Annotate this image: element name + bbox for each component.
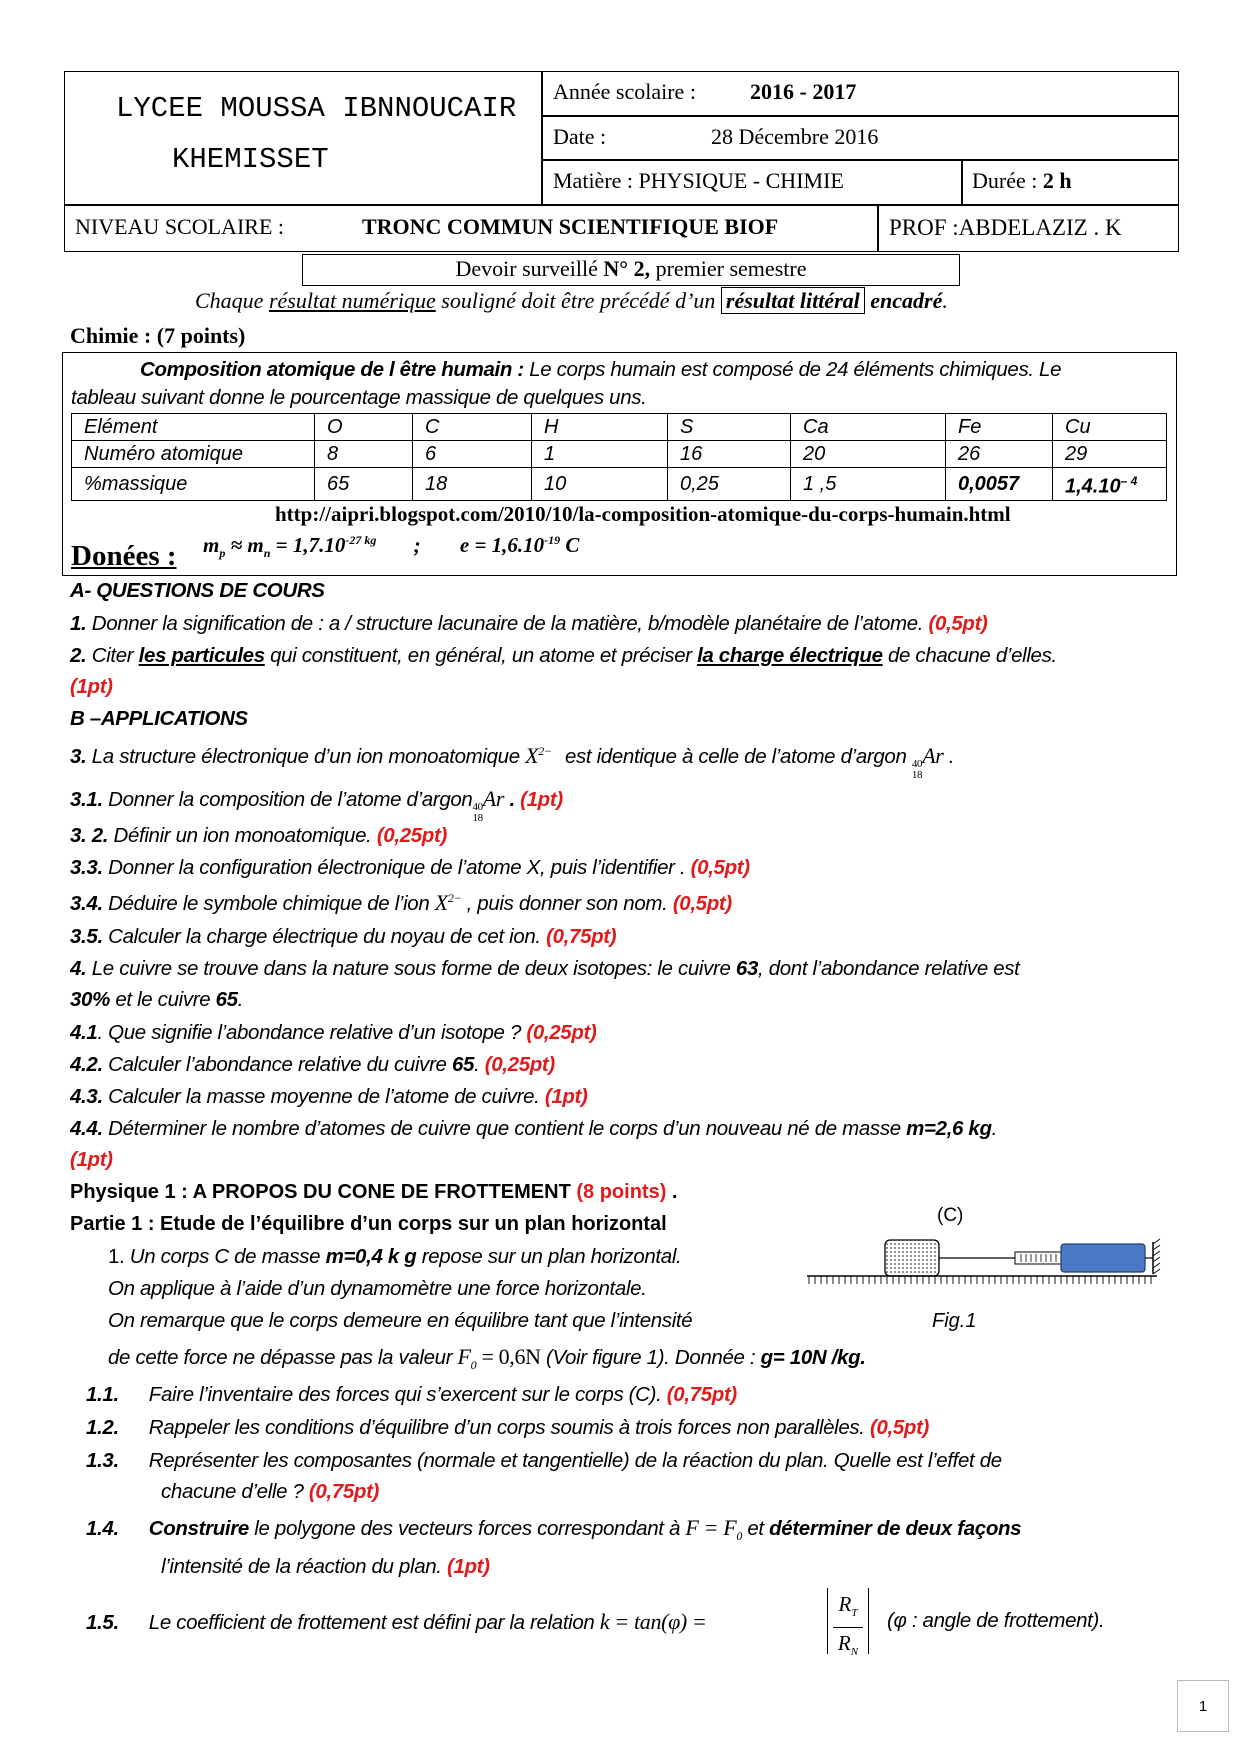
school-city: KHEMISSET: [172, 143, 329, 176]
devoir-number: N° 2,: [603, 256, 651, 281]
question-4-3: 4.3. Calculer la masse moyenne de l’atome de cuivre. (1pt): [70, 1085, 588, 1108]
section-a-title: A- QUESTIONS DE COURS: [70, 579, 325, 602]
question-4-1: 4.1. Que signifie l’abondance relative d’un isotope ? (0,25pt): [70, 1021, 597, 1044]
level-value: TRONC COMMUN SCIENTIFIQUE BIOF: [362, 214, 779, 239]
duration: [972, 168, 1072, 194]
wall-hatch: [1153, 1239, 1160, 1274]
prof-name: PROF :ABDELAZIZ . K: [889, 215, 1122, 240]
question-1-4-line2: l’intensité de la réaction du plan. (1pt): [161, 1555, 490, 1578]
table-row: Numéro atomique 8 6 1 16 20 26 29: [72, 441, 1167, 468]
date-label: Date :: [553, 124, 607, 149]
year-label: Année scolaire :: [553, 79, 696, 104]
question-4-4-points: (1pt): [70, 1148, 113, 1171]
question-3-1: 3.1. Donner la composition de l’atome d’argon 40 18 Ar . (1pt): [70, 786, 563, 824]
question-1-3-line2: chacune d’elle ? (0,75pt): [161, 1480, 380, 1503]
instruction-line: Chaque résultat numérique souligné doit être précédé d’un résultat littéral encadré.: [195, 288, 948, 313]
figure-1-dynamometer: [805, 1230, 1165, 1292]
level-label: NIVEAU SCOLAIRE :: [75, 214, 284, 239]
physics-title: Physique 1 : A PROPOS DU CONE DE FROTTEMENT (8 points) .: [70, 1181, 678, 1203]
physics-p1-line4: de cette force ne dépasse pas la valeur $F_0 = 0,6N$ (Voir figure 1). Donnée : g= 10N /kg.: [108, 1344, 866, 1373]
dynamometer-body: [1061, 1244, 1145, 1272]
question-1-5-end: (φ : angle de frottement).: [887, 1609, 1105, 1632]
subject: Matière : PHYSIQUE - CHIMIE: [553, 168, 844, 193]
devoir-title: [302, 256, 960, 282]
fraction-numerator: $R_T$: [833, 1591, 863, 1628]
question-4-4: 4.4. Déterminer le nombre d’atomes de cuivre que contient le corps d’un nouveau né de masse m=2,6 kg.: [70, 1117, 998, 1140]
cu-mass-cell: $1,4.10^{- 4}$: [1053, 468, 1167, 501]
literal-result-box: résultat littéral: [721, 287, 865, 314]
chemistry-title: Chimie : (7 points): [70, 323, 246, 348]
physics-p1-line1: 1. Un corps C de masse m=0,4 k g repose sur un plan horizontal.: [108, 1245, 682, 1268]
question-2-points: (1pt): [70, 675, 113, 698]
question-4: 4. Le cuivre se trouve dans la nature sous forme de deux isotopes: le cuivre 63, dont l’abondance relative est: [70, 957, 1020, 980]
donnees-label: Donées :: [71, 540, 177, 572]
question-1-3: 1.3. Représenter les composantes (normale et tangentielle) de la réaction du plan. Quelle est l’effet de: [86, 1449, 1002, 1472]
question-1: 1. Donner la signification de : a / structure lacunaire de la matière, b/modèle planétaire de l’atome. (0,5pt): [70, 612, 988, 635]
question-2: 2. Citer les particules qui constituent, en général, un atome et préciser la charge électrique de chacune d’elles.: [70, 644, 1057, 667]
friction-fraction: [827, 1588, 869, 1659]
source-url: http://aipri.blogspot.com/2010/10/la-composition-atomique-du-corps-humain.html: [275, 502, 1011, 526]
chemistry-intro-line2: tableau suivant donne le pourcentage massique de quelques uns.: [71, 386, 647, 409]
donnees-values: $m_p \approx m_n = 1,7.10^{-27 kg}$ ; $e = 1,6.10^{-19}$ C: [203, 533, 580, 561]
question-1-4: 1.4. Construire le polygone des vecteurs forces correspondant à $F = F_0$ et déterminer de deux façons: [86, 1515, 1022, 1544]
plane-hatch: [809, 1276, 1151, 1284]
devoir-label: Devoir surveillé: [455, 256, 598, 281]
date-value: 28 Décembre 2016: [711, 124, 879, 149]
year-value: 2016 - 2017: [750, 79, 857, 104]
physics-p1-line3: On remarque que le corps demeure en équilibre tant que l’intensité: [108, 1309, 693, 1332]
figure-label-c: (C): [937, 1205, 964, 1226]
table-row: %massique 65 18 10 0,25 1 ,5 0,0057 $1,4.10^{- 4}$: [72, 468, 1167, 501]
question-1-2: 1.2. Rappeler les conditions d’équilibre d’un corps soumis à trois forces non parallèles. (0,5pt): [86, 1416, 930, 1439]
question-1-1: 1.1. Faire l’inventaire des forces qui s’exercent sur le corps (C). (0,75pt): [86, 1383, 737, 1406]
devoir-semester: premier semestre: [655, 256, 807, 281]
school-name: LYCEE MOUSSA IBNNOUCAIR: [116, 92, 517, 125]
chemistry-intro: Composition atomique de l être humain : Le corps humain est composé de 24 éléments chimiques. Le: [140, 358, 1062, 381]
element-table: [71, 413, 1167, 501]
body-c: [885, 1240, 939, 1276]
physics-part1-title: Partie 1 : Etude de l’équilibre d’un corps sur un plan horizontal: [70, 1213, 667, 1235]
page-number: 1: [1177, 1680, 1229, 1732]
figure-caption: Fig.1: [932, 1310, 977, 1332]
question-3-2: 3. 2. Définir un ion monoatomique. (0,25pt): [70, 824, 447, 847]
table-row: Elément O C H S Ca Fe Cu: [72, 414, 1167, 441]
question-1-5: 1.5. Le coefficient de frottement est défini par la relation k = tan(φ) =: [86, 1609, 707, 1634]
physics-p1-line2: On applique à l’aide d’un dynamomètre une force horizontale.: [108, 1277, 647, 1300]
fraction-denominator: $R_N$: [837, 1631, 859, 1659]
section-b-title: B –APPLICATIONS: [70, 707, 248, 730]
question-3-4: 3.4. Déduire le symbole chimique de l’ion $X^{2-}$ , puis donner son nom. (0,5pt): [70, 890, 732, 915]
intro-title: Composition atomique de l être humain :: [140, 358, 524, 381]
question-4-2: 4.2. Calculer l’abondance relative du cuivre 65. (0,25pt): [70, 1053, 555, 1076]
question-3-5: 3.5. Calculer la charge électrique du noyau de cet ion. (0,75pt): [70, 925, 617, 948]
duration-value: 2 h: [1042, 168, 1072, 193]
question-4-line2: 30% et le cuivre 65.: [70, 988, 244, 1011]
dynamometer-scale: [1015, 1252, 1061, 1264]
duration-label: Durée :: [972, 168, 1043, 193]
question-3-3: 3.3. Donner la configuration électronique de l’atome X, puis l’identifier . (0,5pt): [70, 856, 750, 879]
question-3: 3. La structure électronique d’un ion monoatomique $X^{2-}$ est identique à celle de l’atome d’argon 40 18 Ar .: [70, 743, 955, 781]
